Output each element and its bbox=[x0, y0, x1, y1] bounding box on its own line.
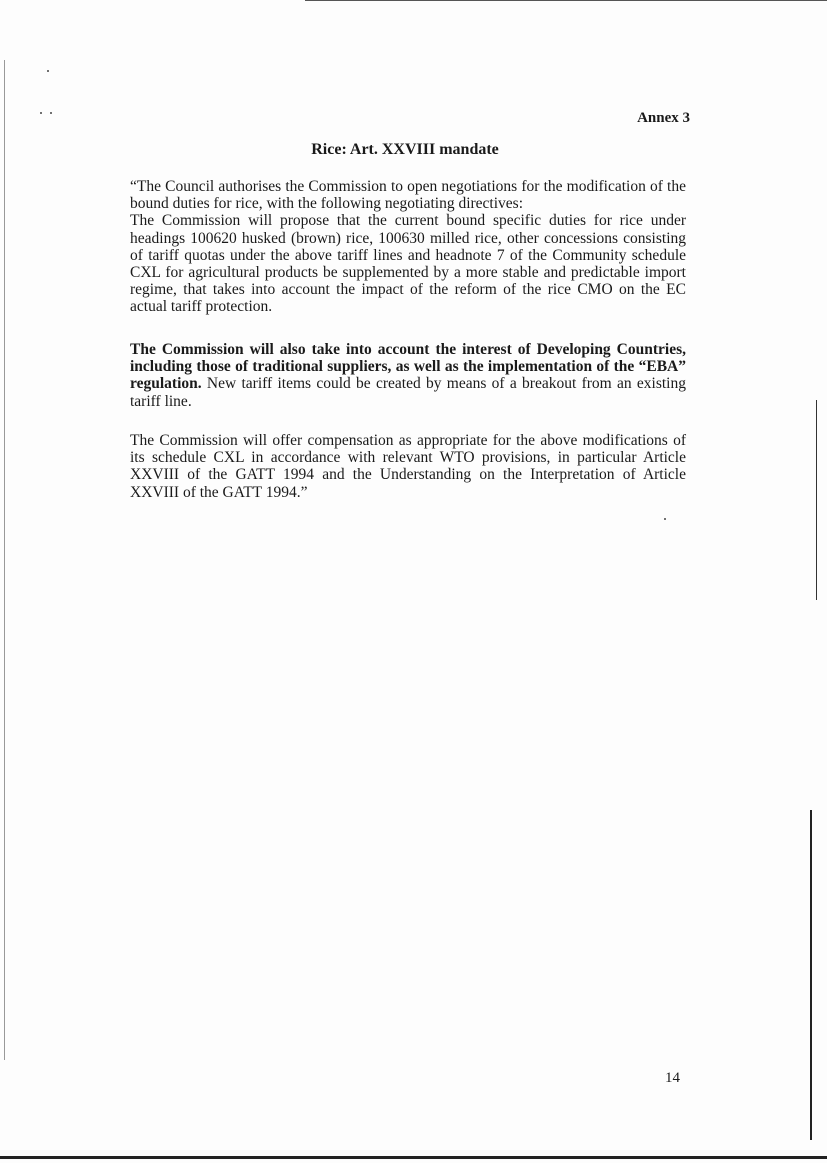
paragraph-text: The Commission will offer compensation as appropriate for the above modifications of its schedule CXL in accordance with relevant WTO provisions, in particular Article XXVIII of the GATT 1994 and the Understanding on the Interpretation of Article XXVIII of the GATT 1994.” bbox=[130, 432, 686, 501]
scan-edge-right-upper bbox=[816, 400, 817, 600]
paragraph-mandate-intro bbox=[130, 178, 686, 316]
paragraph-text: New tariff items could be created by means of a breakout from an existing tariff line. bbox=[130, 375, 686, 410]
scan-speck bbox=[50, 112, 52, 114]
scan-edge-bottom bbox=[0, 1156, 827, 1159]
paragraph-compensation bbox=[130, 432, 686, 501]
document-title: Rice: Art. XXVIII mandate bbox=[311, 141, 499, 158]
paragraph-text: The Commission will propose that the current bound specific duties for rice under headings 100620 husked (brown) rice, 100630 milled rice, other concessions consisting of tariff quotas under the above tariff lines and headnote 7 of the Community schedule CXL for agricultural products be supplemented by a more stable and predictable import regime, that takes into account the impact of the reform of the rice CMO on the EC actual tariff protection. bbox=[130, 212, 686, 316]
page-number: 14 bbox=[665, 1070, 680, 1086]
scan-edge-top bbox=[305, 0, 827, 1]
annex-label: Annex 3 bbox=[637, 110, 690, 126]
scan-edge-right-lower bbox=[810, 810, 812, 1140]
paragraph-text: “The Council authorises the Commission to open negotiations for the modification of the bound duties for rice, with the following negotiating directives: bbox=[130, 178, 686, 213]
scan-edge-left bbox=[4, 60, 5, 1060]
paragraph-bold-text: The Commission will also take into account the interest of Developing Countries, including those of traditional suppliers, as well as the implementation of the “EBA” regulation. bbox=[130, 341, 686, 393]
scan-speck bbox=[40, 112, 42, 114]
scan-speck bbox=[47, 70, 49, 72]
scan-speck bbox=[664, 518, 666, 520]
paragraph-developing-countries bbox=[130, 341, 686, 410]
